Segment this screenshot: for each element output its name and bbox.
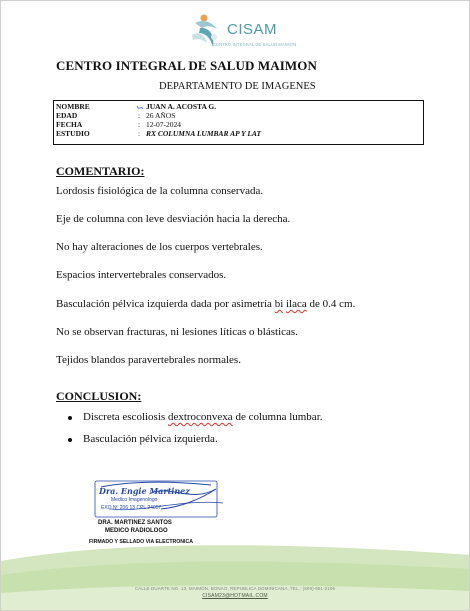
field-label: EDAD — [56, 111, 78, 120]
conclusion-text: Basculación pélvica izquierda. — [83, 433, 218, 445]
footer-email-link[interactable]: CISAM23@HOTMAIL.COM — [202, 593, 268, 599]
logo-tagline: CENTRO INTEGRAL DE SALUD MAIMON — [213, 42, 297, 47]
signer-name: DRA. MARTINEZ SANTOS — [98, 520, 172, 526]
misspelled-word[interactable]: dextroconvexa — [167, 411, 233, 423]
department-label: DEPARTAMENTO DE IMAGENES — [159, 81, 316, 92]
comment-line — [56, 298, 355, 310]
field-separator: : — [138, 111, 141, 120]
patient-name-value: JUAN A. ACOSTA G. — [146, 102, 217, 111]
field-separator: : — [138, 120, 141, 129]
logo-figure-icon — [189, 9, 229, 55]
comment-line: Espacios intervertebrales conservados. — [56, 269, 227, 281]
text-segment: de columna lumbar. — [232, 411, 323, 423]
comment-line: No se observan fracturas, ni lesiones líticas o blásticas. — [56, 326, 298, 338]
text-segment: de 0.4 cm. — [306, 298, 356, 310]
logo-wordmark: CISAM — [227, 21, 278, 38]
misspelled-word[interactable]: bi — [274, 298, 284, 310]
comment-line: Eje de columna con leve desviación hacia la derecha. — [56, 213, 291, 225]
patient-age-value: 26 AÑOS — [146, 111, 176, 120]
signature-name: Dra. Engie Martinez — [99, 486, 190, 496]
comment-heading: COMENTARIO: — [56, 164, 145, 178]
text-segment: Discreta escoliosis — [83, 411, 168, 423]
comment-line: Lordosis fisiológica de la columna conservada. — [56, 185, 264, 197]
cisam-logo — [189, 9, 299, 55]
footer-address: CALLE DUARTE NO. 13, MAIMÓN, BONAO, REPUBLICA DOMINICANA, TEL.: (809)-551-2106 — [134, 586, 336, 591]
conclusion-heading: CONCLUSION: — [56, 389, 142, 403]
exam-date-value: 12-07-2024 — [146, 120, 181, 129]
electronic-signature-note: FIRMADO Y SELLADO VIA ELECTRONICA — [89, 539, 193, 545]
field-label: NOMBRE — [56, 102, 90, 111]
conclusion-text — [83, 411, 323, 423]
signature-license: EXQ Nº 206 13 CPL 24057 — [101, 505, 162, 511]
study-value: RX COLUMNA LUMBAR AP Y LAT — [146, 129, 262, 138]
bullet-icon — [68, 438, 72, 442]
signer-title: MEDICO RADIOLOGO — [105, 528, 168, 534]
patient-info-box — [53, 100, 424, 145]
drag-handle-icon — [136, 103, 144, 111]
text-segment: Basculación pélvica izquierda dada por asimetría — [56, 298, 275, 310]
field-label: ESTUDIO — [56, 129, 90, 138]
bullet-icon — [68, 416, 72, 420]
field-separator: : — [138, 129, 141, 138]
comment-line: Tejidos blandos paravertebrales normales. — [56, 354, 241, 366]
footer-wave-decoration — [1, 541, 470, 611]
clinic-title: CENTRO INTEGRAL DE SALUD MAIMON — [56, 58, 317, 73]
field-label: FECHA — [56, 120, 83, 129]
misspelled-word[interactable]: ilaca — [286, 298, 307, 310]
signature-role: Medico Imagenologo — [111, 497, 158, 503]
comment-line: No hay alteraciones de los cuerpos vertebrales. — [56, 241, 263, 253]
